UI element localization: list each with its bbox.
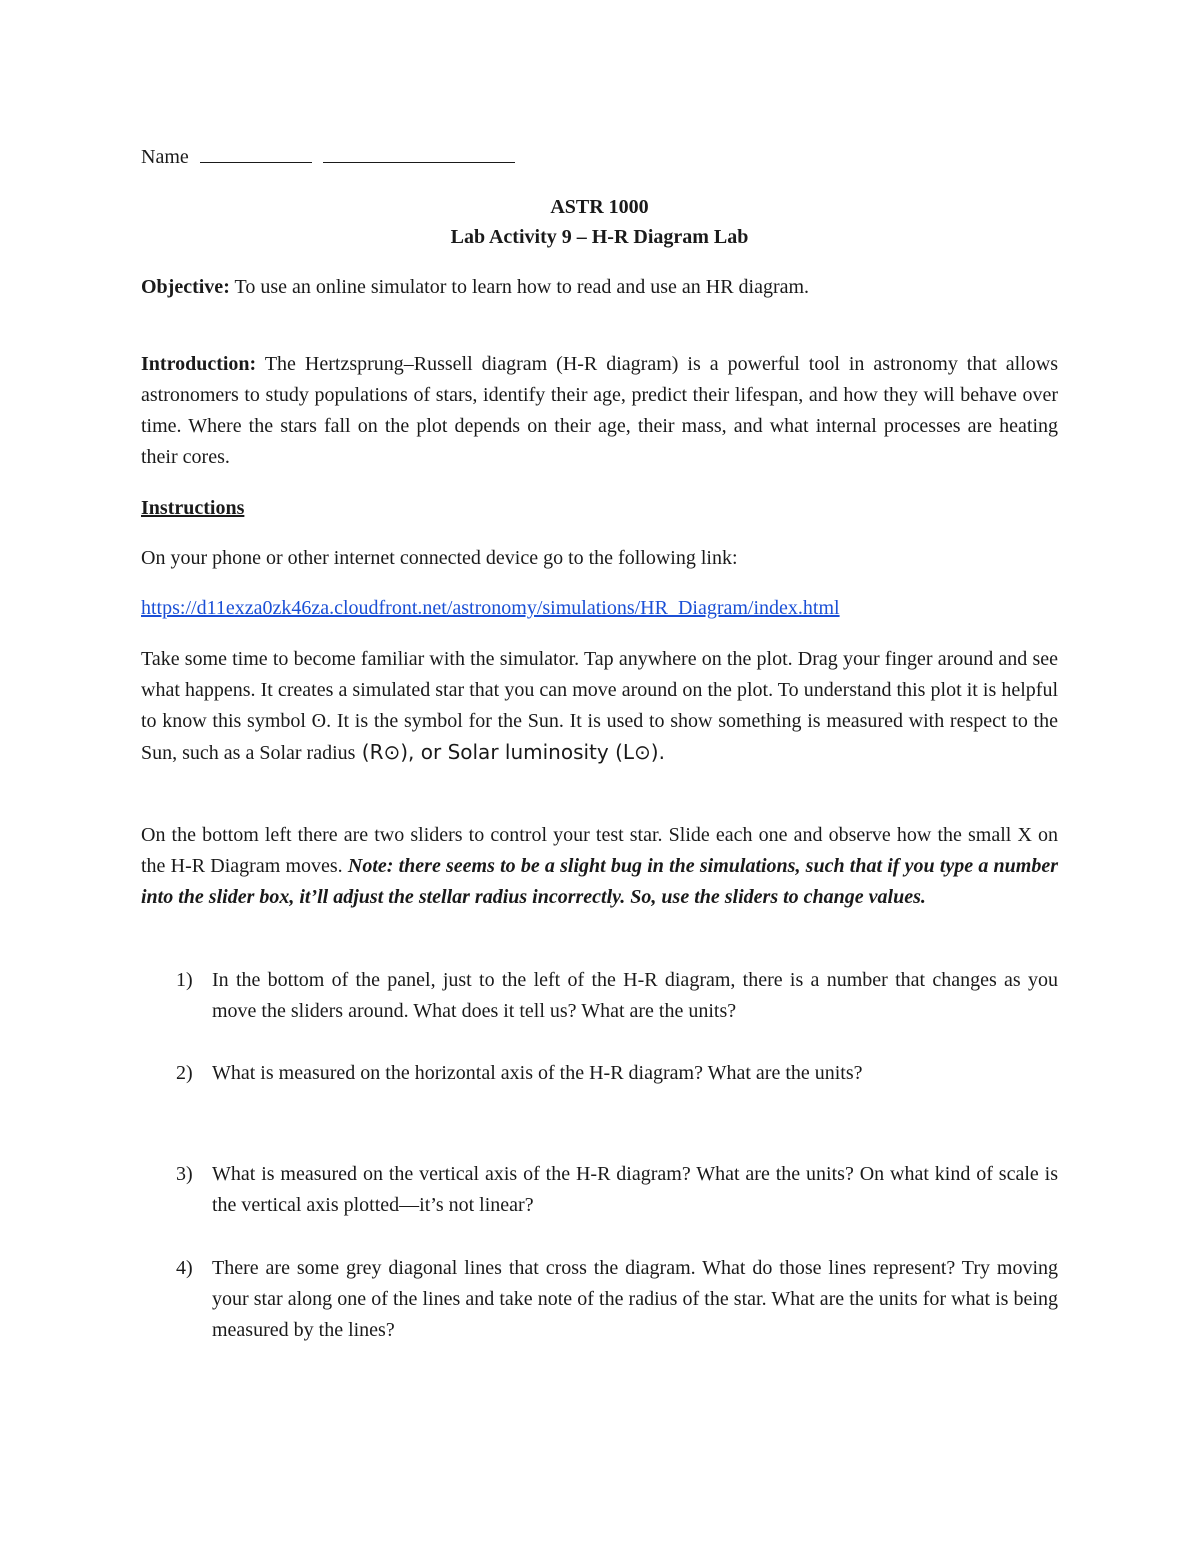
sliders-paragraph <box>141 820 1058 913</box>
objective-label: Objective: <box>141 276 230 298</box>
simulator-intro-text: Take some time to become familiar with the simulator. Tap anywhere on the plot. Drag your finger around and see what happens. It creates a simulated star that you can move around on the plot. To understand this plot it is helpful to know this symbol ʘ. It is the symbol for the Sun. It is used to show something is measured with respect to the Sun, such as a Solar radius <box>141 648 1058 764</box>
name-blank-first[interactable] <box>200 144 312 163</box>
sliders-text: On the bottom left there are two sliders to control your test star. Slide each one and observe how the small X on the H-R Diagram moves. <box>141 824 1058 877</box>
lab-title: Lab Activity 9 – H-R Diagram Lab <box>450 226 749 248</box>
bug-note: Note: there seems to be a slight bug in the simulations, such that if you type a number into the slider box, it’ll adjust the stellar radius incorrectly. So, use the sliders to change values. <box>141 855 1058 908</box>
question-3-text: What is measured on the vertical axis of the H-R diagram? What are the units? On what kind of scale is the vertical axis plotted—it’s not linear? <box>212 1163 1058 1216</box>
solar-units-text: (R⊙), or Solar luminosity (L⊙). <box>355 740 665 764</box>
introduction-paragraph <box>141 349 1058 473</box>
name-field[interactable] <box>141 144 515 169</box>
question-2-text: What is measured on the horizontal axis of the H-R diagram? What are the units? <box>212 1062 863 1084</box>
question-1-text: In the bottom of the panel, just to the left of the H-R diagram, there is a number that changes as you move the sliders around. What does it tell us? What are the units? <box>212 969 1058 1022</box>
question-4-number: 4) <box>176 1257 193 1279</box>
objective-paragraph <box>141 272 1058 303</box>
question-3-number: 3) <box>176 1163 193 1185</box>
name-label: Name <box>141 146 189 168</box>
instructions-heading: Instructions <box>141 497 245 519</box>
question-1-number: 1) <box>176 969 193 991</box>
introduction-text: The Hertzsprung–Russell diagram (H-R diagram) is a powerful tool in astronomy that allows astronomers to study populations of stars, identify their age, predict their lifespan, and how they will behave over time. Where the stars fall on the plot depends on their age, their mass, and what internal processes are heating their cores. <box>141 353 1058 468</box>
question-2-number: 2) <box>176 1062 193 1084</box>
simulator-link-line <box>141 593 1058 624</box>
simulator-intro-paragraph <box>141 644 1058 769</box>
introduction-label: Introduction: <box>141 353 257 375</box>
name-blank-last[interactable] <box>323 144 515 163</box>
simulator-link[interactable]: https://d11exza0zk46za.cloudfront.net/astronomy/simulations/HR_Diagram/index.html <box>141 597 840 619</box>
link-intro: On your phone or other internet connected device go to the following link: <box>141 547 738 569</box>
question-4-text: There are some grey diagonal lines that cross the diagram. What do those lines represent? Try moving your star along one of the lines and take note of the radius of the star. What are the units for what is being measured by the lines? <box>212 1257 1058 1341</box>
objective-text: To use an online simulator to learn how to read and use an HR diagram. <box>229 276 810 298</box>
course-title: ASTR 1000 <box>550 196 649 218</box>
